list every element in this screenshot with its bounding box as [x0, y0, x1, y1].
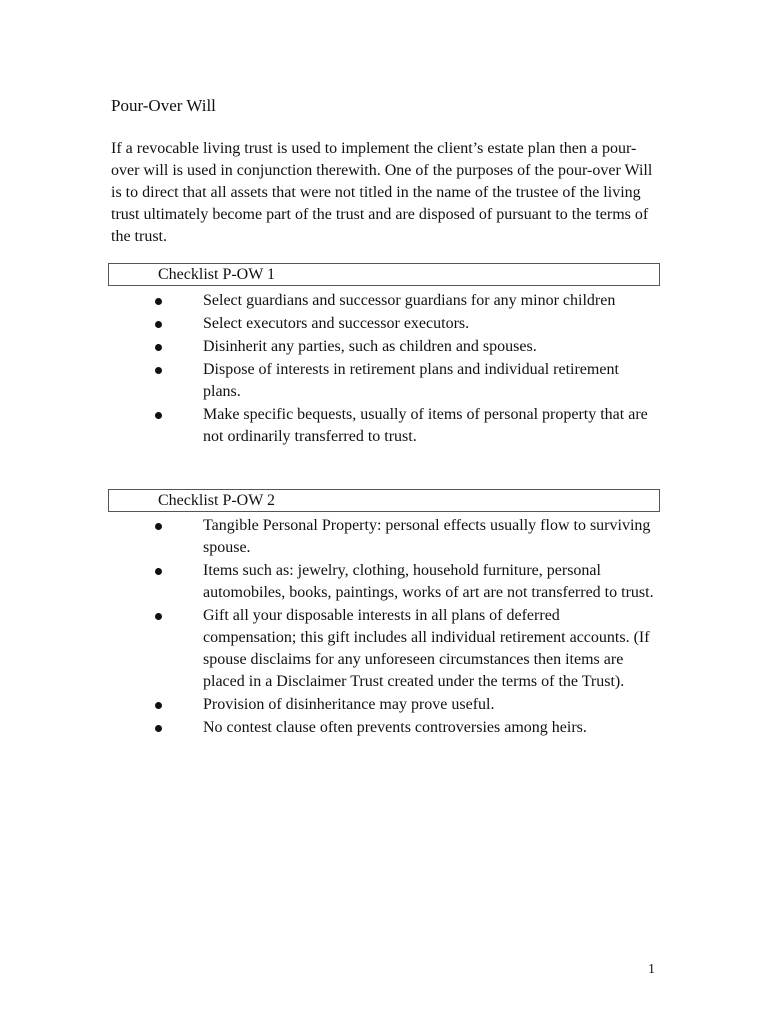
list-item-text: Provision of disinheritance may prove useful. [203, 696, 495, 713]
checklist-1-header [108, 263, 660, 286]
list-item [155, 404, 655, 448]
document-title: Pour-Over Will [111, 96, 216, 115]
intro-paragraph: If a revocable living trust is used to implement the client’s estate plan then a pour-over will is used in conjunction therewith. One of the purposes of the pour-over Will is to direct that all assets that were not titled in the name of the trustee of the living trust ultimately become part of the trust and are disposed of pursuant to the terms of the trust. [111, 140, 653, 245]
page-number: 1 [648, 962, 655, 977]
bullet-icon [155, 568, 162, 575]
list-item [155, 694, 655, 716]
bullet-icon [155, 344, 162, 351]
list-item-text: Items such as: jewelry, clothing, household furniture, personal automobiles, books, paintings, works of art are not transferred to trust. [203, 562, 654, 601]
bullet-icon [155, 725, 162, 732]
checklist-2-heading: Checklist P-OW 2 [158, 492, 276, 509]
checklist-2-items [155, 515, 655, 740]
checklist-2-header [108, 489, 660, 512]
list-item [155, 717, 655, 739]
bullet-icon [155, 298, 162, 305]
list-item [155, 290, 655, 312]
list-item-text: Dispose of interests in retirement plans and individual retirement plans. [203, 361, 619, 400]
bullet-icon [155, 613, 162, 620]
list-item [155, 515, 655, 559]
list-item-text: Tangible Personal Property: personal effects usually flow to surviving spouse. [203, 517, 651, 556]
list-item [155, 359, 655, 403]
bullet-icon [155, 412, 162, 419]
checklist-1-heading: Checklist P-OW 1 [158, 266, 276, 283]
list-item [155, 560, 655, 604]
checklist-1-items [155, 290, 655, 449]
bullet-icon [155, 523, 162, 530]
list-item-text: Make specific bequests, usually of items of personal property that are not ordinarily transferred to trust. [203, 406, 648, 445]
list-item-text: No contest clause often prevents controversies among heirs. [203, 719, 587, 736]
list-item-text: Disinherit any parties, such as children and spouses. [203, 338, 537, 355]
bullet-icon [155, 702, 162, 709]
bullet-icon [155, 321, 162, 328]
list-item-text: Select executors and successor executors. [203, 315, 470, 332]
list-item-text: Select guardians and successor guardians for any minor children [203, 292, 616, 309]
list-item [155, 313, 655, 335]
bullet-icon [155, 367, 162, 374]
list-item [155, 605, 655, 693]
list-item [155, 336, 655, 358]
list-item-text: Gift all your disposable interests in all plans of deferred compensation; this gift includes all individual retirement accounts. (If spouse disclaims for any unforeseen circumstances then items are placed in a Disclaimer Trust created under the terms of the Trust). [203, 607, 650, 690]
